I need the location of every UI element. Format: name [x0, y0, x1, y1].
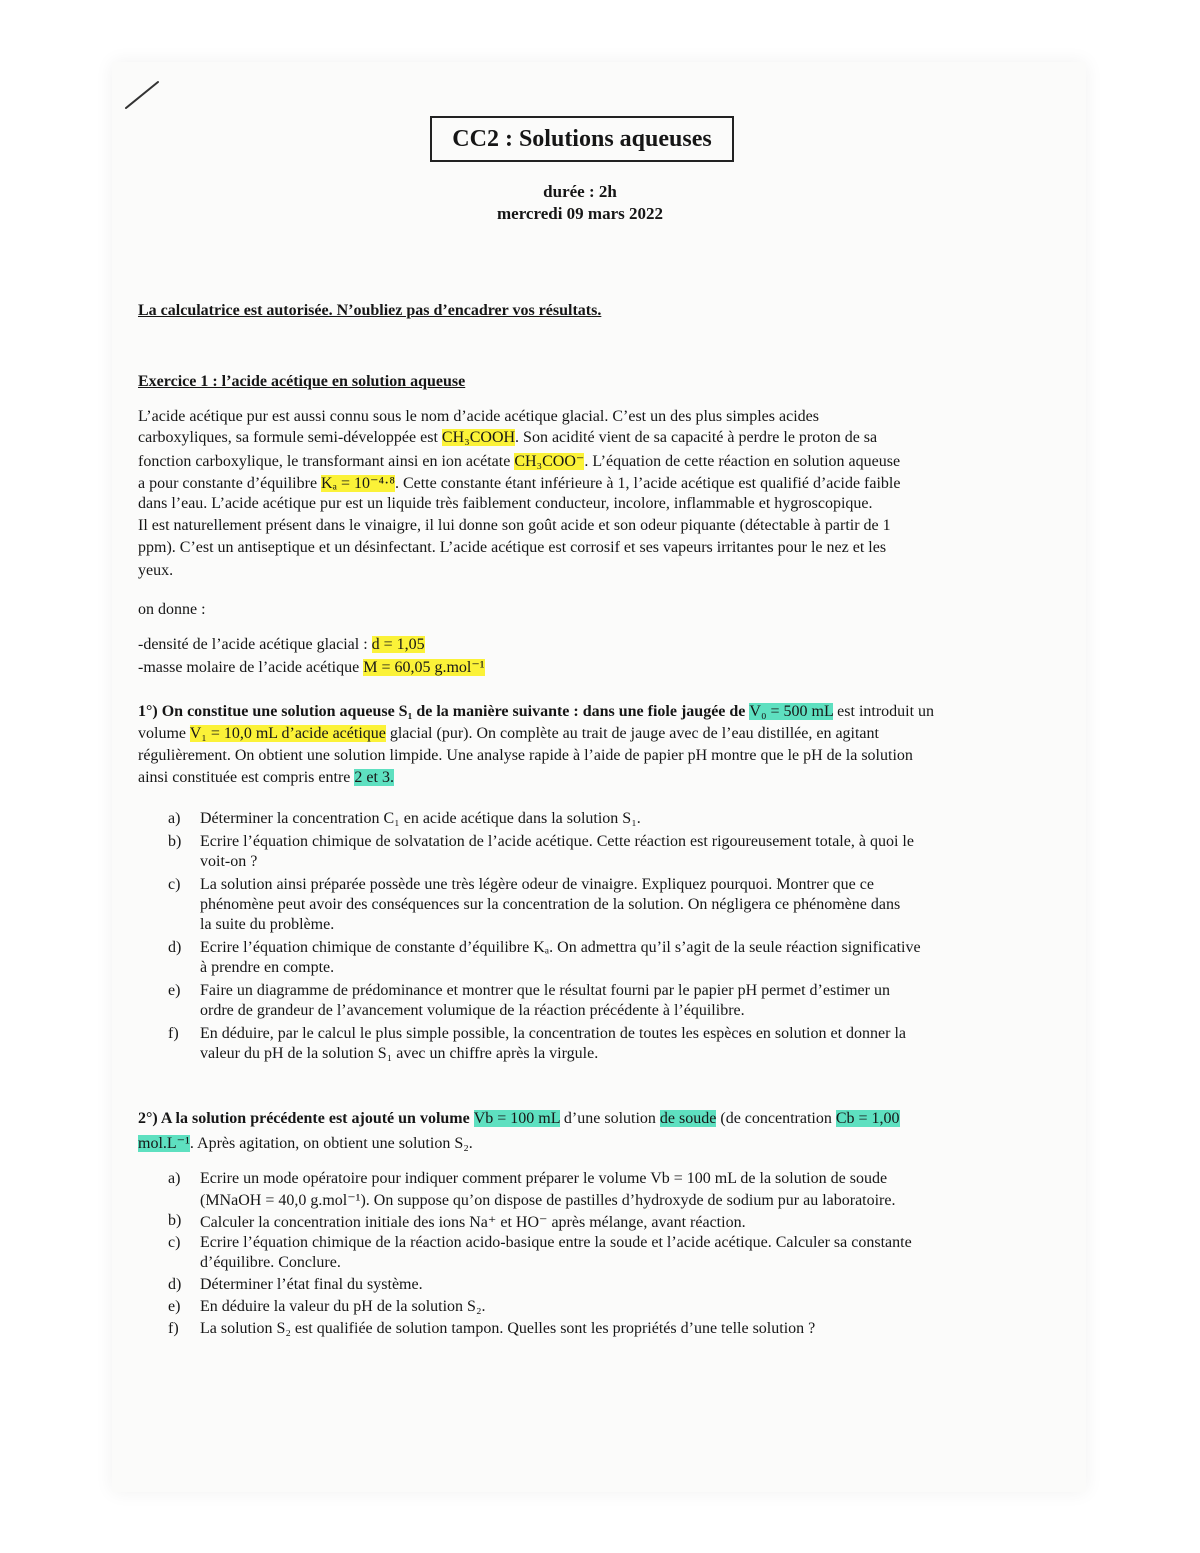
- question-letter: d): [168, 1276, 182, 1293]
- question-text: d’équilibre. Conclure.: [200, 1254, 341, 1271]
- vb-highlight: Vb = 100 mL: [473, 1110, 560, 1127]
- question-text: valeur du pH de la solution S₁ avec un chiffre après la virgule.: [200, 1045, 599, 1062]
- page-title: CC2 : Solutions aqueuses: [430, 116, 734, 162]
- molar-mass-highlight: M = 60,05 g.mol⁻¹: [363, 659, 485, 676]
- pen-mark: [120, 78, 164, 112]
- density-highlight: d = 1,05: [371, 636, 425, 653]
- question-text: ordre de grandeur de l’avancement volumique de la réaction précédente à l’équilibre.: [200, 1002, 745, 1019]
- intro-line-1: L’acide acétique pur est aussi connu sous le nom d’acide acétique glacial. C’est un des plus simples acides: [138, 408, 819, 425]
- q1-line-3: régulièrement. On obtient une solution limpide. Une analyse rapide à l’aide de papier pH montre que le pH de la solution: [138, 747, 913, 764]
- question-letter: c): [168, 1234, 181, 1251]
- calculator-note: La calculatrice est autorisée. N’oubliez pas d’encadrer vos résultats.: [138, 302, 602, 319]
- soude-highlight: de soude: [659, 1110, 717, 1127]
- intro-line-5: dans l’eau. L’acide acétique pur est un liquide très faiblement conducteur, incolore, inflammable et hygroscopique.: [138, 495, 873, 512]
- intro-line-7: ppm). C’est un antiseptique et un désinfectant. L’acide acétique est corrosif et ses vapeurs irritantes pour le nez et les: [138, 539, 887, 556]
- intro-line-3: fonction carboxylique, le transformant ainsi en ion acétate CH₃COO⁻. L’équation de cette réaction en solution aqueuse: [138, 453, 901, 470]
- question-letter: e): [168, 982, 181, 999]
- intro-line-4: a pour constante d’équilibre Kₐ = 10⁻⁴·⁸. Cette constante étant inférieure à 1, l’acide acétique est qualifié d’acide faible: [138, 475, 901, 492]
- question-text: Déterminer la concentration C₁ en acide acétique dans la solution S₁.: [200, 810, 641, 827]
- ka-highlight: Kₐ = 10⁻⁴·⁸: [321, 475, 395, 492]
- question-letter: f): [168, 1320, 179, 1337]
- intro-line-8: yeux.: [138, 562, 174, 579]
- question-letter: d): [168, 939, 182, 956]
- question-text: la suite du problème.: [200, 916, 335, 933]
- question-text: La solution ainsi préparée possède une très légère odeur de vinaigre. Expliquez pourquoi. Montrer que ce: [200, 876, 874, 893]
- cb-highlight: Cb = 1,00: [835, 1110, 900, 1127]
- question-text: Faire un diagramme de prédominance et montrer que le résultat fourni par le papier pH permet d’estimer un: [200, 982, 890, 999]
- question-letter: f): [168, 1025, 179, 1042]
- question-text: phénomène peut avoir des conséquences sur la concentration de la solution. On négligera ce phénomène dans: [200, 896, 901, 913]
- given-label: on donne :: [138, 601, 206, 618]
- exercise1-title: Exercice 1 : l’acide acétique en solution aqueuse: [138, 373, 466, 390]
- given-molar-mass: -masse molaire de l’acide acétique M = 60,05 g.mol⁻¹: [138, 659, 485, 676]
- q1-line-4: ainsi constituée est compris entre 2 et 3.: [138, 769, 394, 786]
- q1-line-1: 1°) On constitue une solution aqueuse S₁ de la manière suivante : dans une fiole jaugée de V₀ = 500 mL est introduit un: [138, 703, 935, 720]
- question-text: Ecrire l’équation chimique de solvatation de l’acide acétique. Cette réaction est rigoureusement totale, à quoi le: [200, 833, 914, 850]
- question-letter: b): [168, 1212, 182, 1229]
- intro-line-2: carboxyliques, sa formule semi-développée est CH₃COOH. Son acidité vient de sa capacité à perdre le proton de sa: [138, 429, 878, 446]
- question-letter: a): [168, 810, 181, 827]
- ion-highlight: CH₃COO⁻: [514, 453, 585, 470]
- question-text: En déduire, par le calcul le plus simple possible, la concentration de toutes les espèces en solution et donner la: [200, 1025, 907, 1042]
- question-text: En déduire la valeur du pH de la solution S₂.: [200, 1298, 486, 1315]
- question-text: Ecrire l’équation chimique de la réaction acido-basique entre la soude et l’acide acétique. Calculer sa constante: [200, 1234, 912, 1251]
- question-text: Ecrire l’équation chimique de constante d’équilibre Kₐ. On admettra qu’il s’agit de la seule réaction significative: [200, 939, 921, 956]
- question-text: La solution S₂ est qualifiée de solution tampon. Quelles sont les propriétés d’une telle solution ?: [200, 1320, 816, 1337]
- exam-duration: durée : 2h: [543, 182, 617, 201]
- q2-line-2: mol.L⁻¹. Après agitation, on obtient une solution S₂.: [138, 1135, 473, 1152]
- question-letter: e): [168, 1298, 181, 1315]
- intro-line-6: Il est naturellement présent dans le vinaigre, il lui donne son goût acide et son odeur piquante (détectable à partir de 1: [138, 517, 891, 534]
- bleed-through: [1040, 130, 1080, 170]
- question-text: (MNaOH = 40,0 g.mol⁻¹). On suppose qu’on dispose de pastilles d’hydroxyde de sodium pur au laboratoire.: [200, 1192, 896, 1209]
- exam-date: mercredi 09 mars 2022: [496, 204, 664, 223]
- ph-range-highlight: 2 et 3.: [354, 769, 394, 786]
- q1-line-2: volume V₁ = 10,0 mL d’acide acétique glacial (pur). On complète au trait de jauge avec de l’eau distillée, en agitant: [138, 725, 879, 742]
- v0-highlight: V₀ = 500 mL: [749, 703, 834, 720]
- question-letter: a): [168, 1170, 181, 1187]
- question-text: Calculer la concentration initiale des ions Na⁺ et HO⁻ après mélange, avant réaction.: [200, 1214, 746, 1231]
- q2-line-1: 2°) A la solution précédente est ajouté un volume Vb = 100 mL d’une solution de soude (de concentration Cb = 1,00: [138, 1110, 900, 1127]
- question-letter: c): [168, 876, 181, 893]
- question-letter: b): [168, 833, 182, 850]
- given-density: -densité de l’acide acétique glacial : d = 1,05: [138, 636, 425, 653]
- formula-highlight: CH₃COOH: [441, 429, 516, 446]
- unit-highlight: mol.L⁻¹: [138, 1135, 190, 1152]
- question-text: Ecrire un mode opératoire pour indiquer comment préparer le volume Vb = 100 mL de la solution de soude: [200, 1170, 888, 1187]
- question-text: Déterminer l’état final du système.: [200, 1276, 423, 1293]
- v1-highlight: V₁ = 10,0 mL d’acide acétique: [189, 725, 386, 742]
- question-text: à prendre en compte.: [200, 959, 335, 976]
- question-text: voit-on ?: [200, 853, 258, 870]
